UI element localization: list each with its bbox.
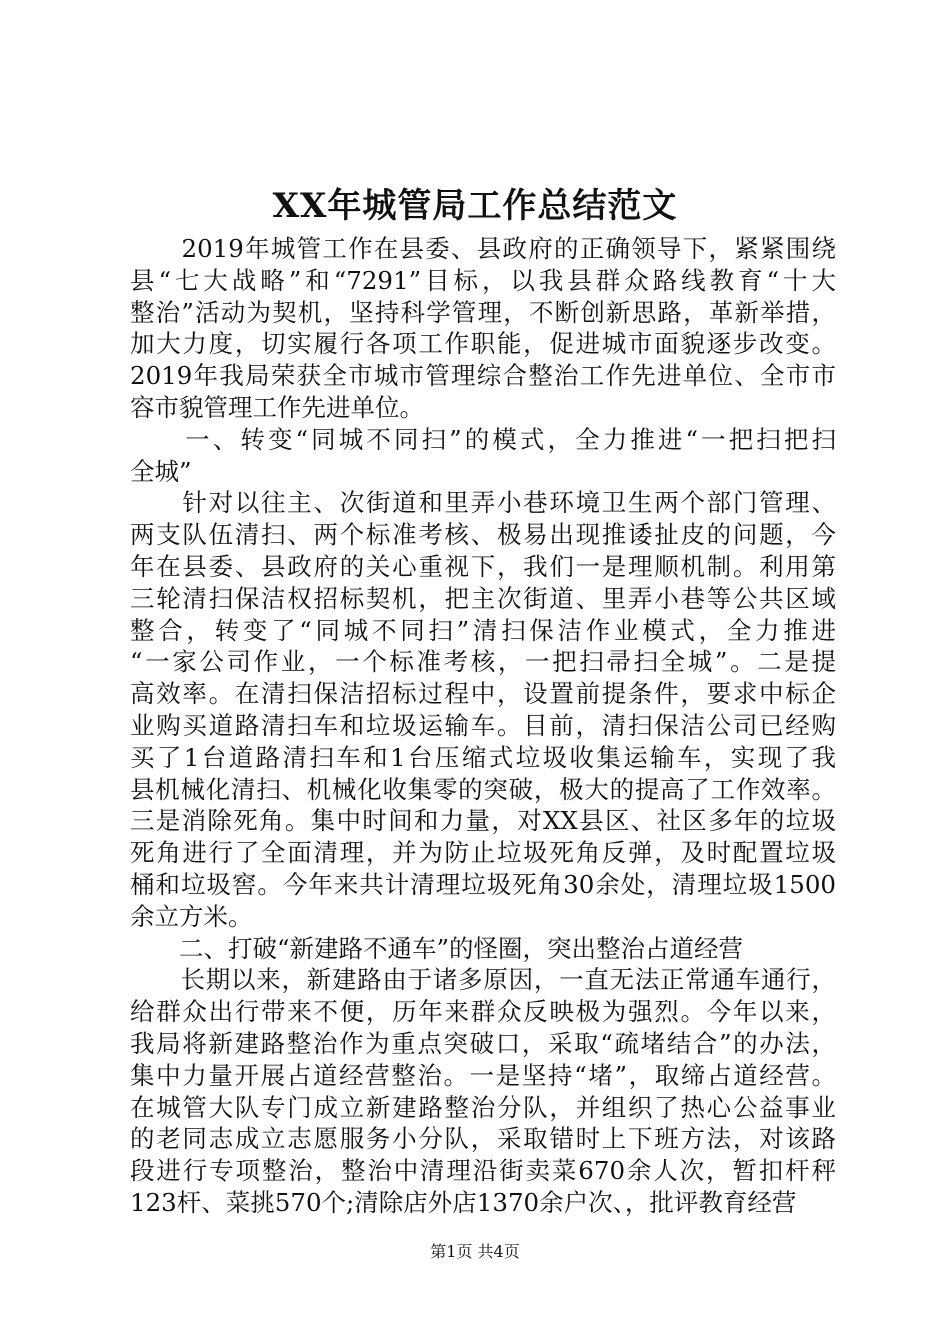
text-line: 123杆、菜挑570个;清除店外店1370余户次、，批评教育经营	[130, 1187, 797, 1217]
text-line: 针对以往主、次街道和里弄小巷环境卫生两个部门管理、	[130, 488, 836, 518]
text-line: 县“七大战略”和“7291”目标，以我县群众路线教育“十大	[130, 265, 836, 295]
document-body	[130, 233, 836, 1219]
text-line: 二、打破“新建路不通车”的怪圈，突出整治占道经营	[130, 933, 744, 963]
text-line: 加大力度，切实履行各项工作职能，促进城市面貌逐步改变。	[130, 329, 836, 359]
text-line: 容市貌管理工作先进单位。	[130, 392, 424, 422]
text-line: 年在县委、县政府的关心重视下，我们一是理顺机制。利用第	[130, 551, 836, 581]
text-line: 三轮清扫保洁权招标契机，把主次街道、里弄小巷等公共区域	[130, 583, 836, 613]
page-footer: 第1页 共4页	[430, 1242, 520, 1261]
text-line: 全城”	[130, 456, 192, 486]
text-line: “一家公司作业，一个标准考核，一把扫帚扫全城”。二是提	[130, 647, 836, 677]
text-line: 在城管大队专门成立新建路整治分队，并组织了热心公益事业	[130, 1092, 836, 1122]
text-line: 三是消除死角。集中时间和力量，对XX县区、社区多年的垃圾	[130, 806, 836, 836]
text-line: 一、转变“同城不同扫”的模式，全力推进“一把扫把扫	[130, 424, 836, 454]
text-line: 死角进行了全面清理，并为防止垃圾死角反弹，及时配置垃圾	[130, 838, 836, 868]
text-line: 两支队伍清扫、两个标准考核、极易出现推诿扯皮的问题，今	[130, 520, 836, 550]
text-line: 买了1台道路清扫车和1台压缩式垃圾收集运输车，实现了我	[130, 742, 836, 772]
text-line: 整合，转变了“同城不同扫”清扫保洁作业模式，全力推进	[130, 615, 836, 645]
text-line: 桶和垃圾窖。今年来共计清理垃圾死角30余处，清理垃圾1500	[130, 869, 836, 899]
text-line: 段进行专项整治，整治中清理沿街卖菜670余人次，暂扣杆秤	[130, 1156, 836, 1186]
text-line: 长期以来，新建路由于诸多原因，一直无法正常通车通行，	[130, 965, 836, 995]
text-line: 业购买道路清扫车和垃圾运输车。目前，清扫保洁公司已经购	[130, 710, 836, 740]
text-line: 我局将新建路整治作为重点突破口，采取“疏堵结合”的办法，	[130, 1028, 836, 1058]
document-title: XX年城管局工作总结范文	[272, 186, 678, 226]
text-line: 县机械化清扫、机械化收集零的突破，极大的提高了工作效率。	[130, 774, 836, 804]
text-line: 余立方米。	[130, 901, 253, 931]
text-line: 给群众出行带来不便，历年来群众反映极为强烈。今年以来，	[130, 997, 836, 1027]
text-line: 2019年我局荣获全市城市管理综合整治工作先进单位、全市市	[130, 361, 836, 391]
text-line: 的老同志成立志愿服务小分队，采取错时上下班方法，对该路	[130, 1124, 836, 1154]
text-line: 集中力量开展占道经营整治。一是坚持“堵”，取缔占道经营。	[130, 1060, 836, 1090]
text-line: 整治”活动为契机，坚持科学管理，不断创新思路，革新举措，	[130, 297, 836, 327]
text-line: 高效率。在清扫保洁招标过程中，设置前提条件，要求中标企	[130, 679, 836, 709]
text-line: 2019年城管工作在县委、县政府的正确领导下，紧紧围绕	[130, 234, 836, 263]
